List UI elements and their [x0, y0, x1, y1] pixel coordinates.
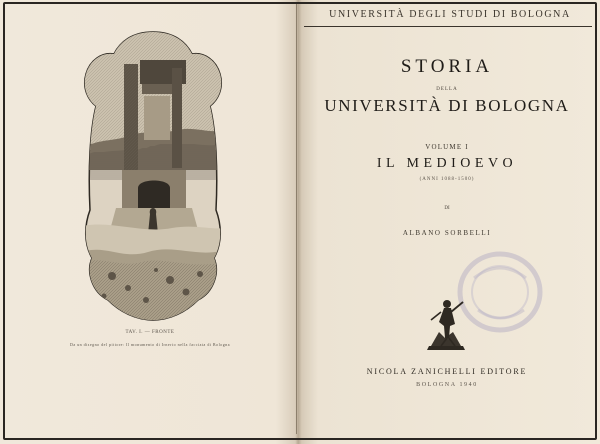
- plate-caption-title: TAV. I. — FRONTE: [125, 330, 175, 335]
- author-name: ALBANO SORBELLI: [402, 229, 492, 237]
- author-preposition: DI: [444, 206, 450, 211]
- series-header: UNIVERSITÀ DEGLI STUDI DI BOLOGNA: [329, 9, 571, 20]
- book-title: STORIA: [400, 56, 494, 77]
- frontispiece-engraving-icon: [82, 30, 224, 322]
- plate-caption-subtitle: Da un disegno del pittore: Il monumento di Irnerio nella facciata di Bologna: [70, 342, 230, 347]
- sower-emblem-icon: [423, 292, 469, 354]
- right-page: [298, 0, 596, 444]
- volume-years: (ANNI 1088-1500): [419, 177, 475, 182]
- left-page: [0, 0, 298, 444]
- volume-subtitle: IL MEDIOEVO: [376, 156, 518, 171]
- book-title-university: UNIVERSITÀ DI BOLOGNA: [324, 96, 570, 115]
- plate-caption: [40, 330, 260, 347]
- volume-number: VOLUME I: [425, 143, 469, 151]
- publisher-name: NICOLA ZANICHELLI EDITORE: [366, 367, 528, 376]
- header-rule: [304, 26, 592, 27]
- title-connector: DELLA: [436, 87, 458, 92]
- publication-place-year: BOLOGNA 1940: [416, 382, 478, 388]
